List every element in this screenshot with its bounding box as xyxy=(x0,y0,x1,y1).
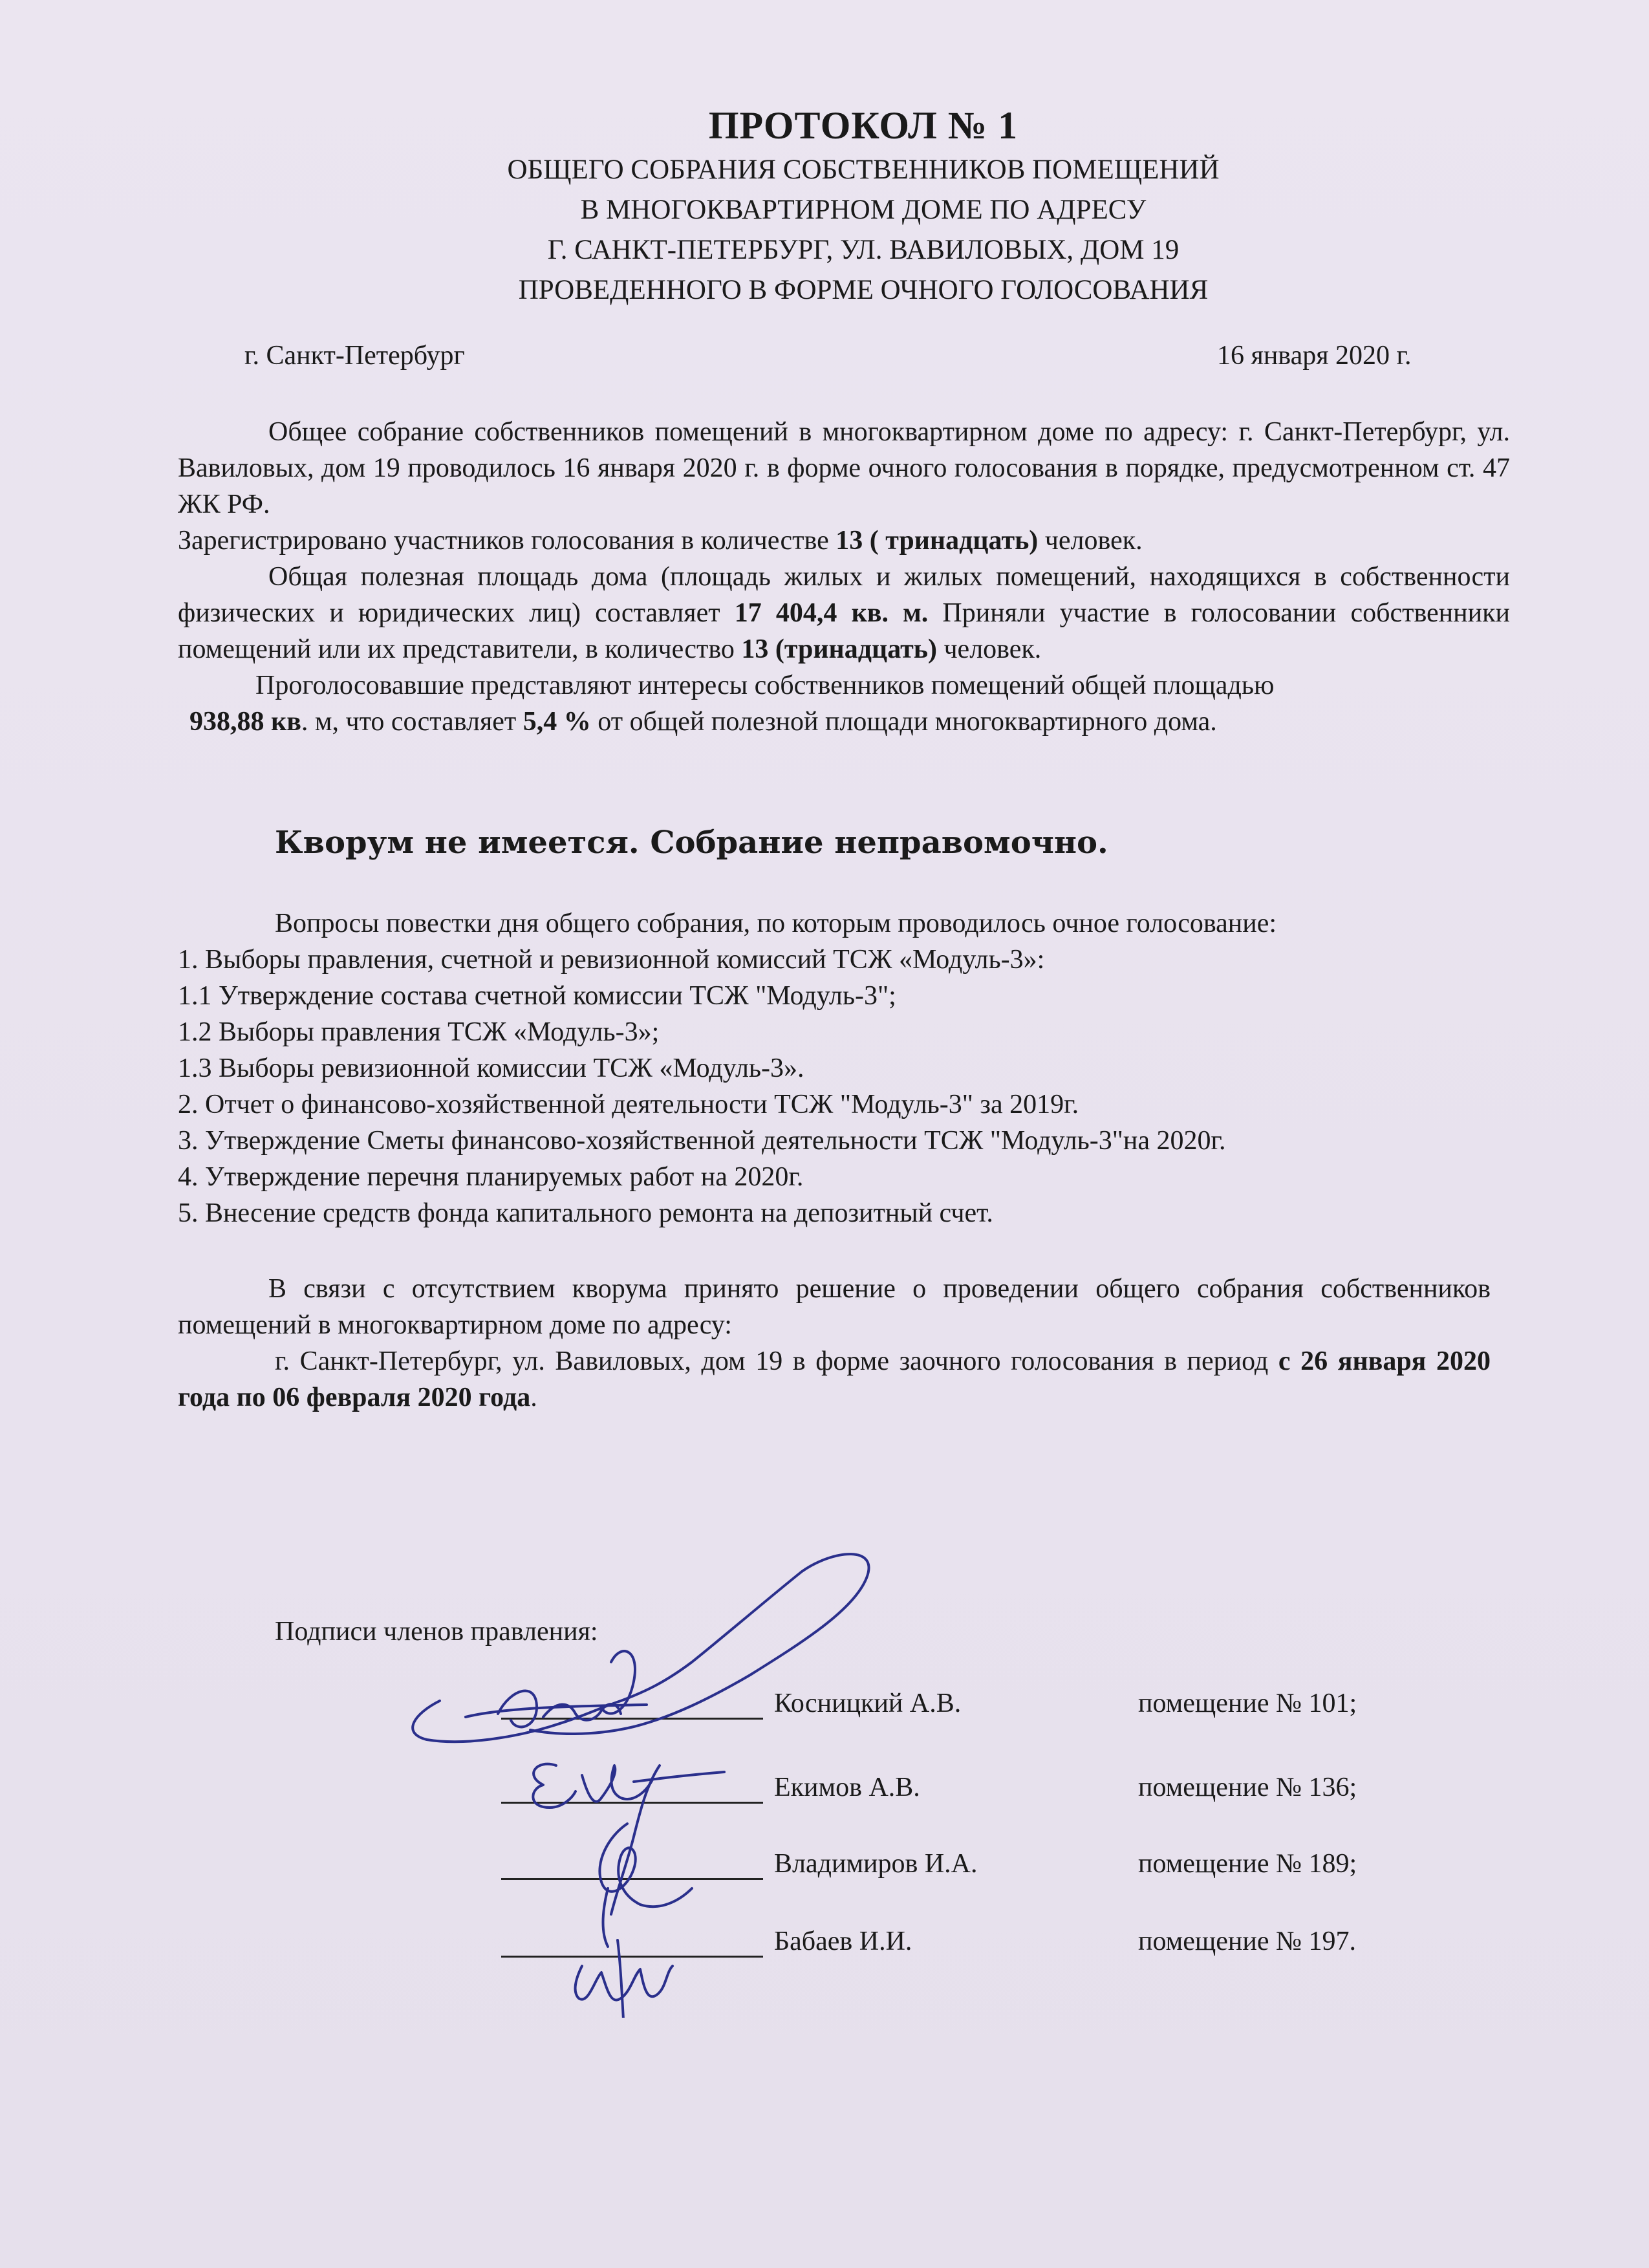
document-place: г. Санкт-Петербург xyxy=(244,341,465,371)
subtitle-line: ПРОВЕДЕННОГО В ФОРМЕ ОЧНОГО ГОЛОСОВАНИЯ xyxy=(518,275,1209,305)
area-count: 13 (тринадцать) xyxy=(741,634,937,664)
decision-paragraph: В связи с отсутствием кворума принято решение о проведении общего собрания собственников помещений в многоквартирном доме по адресу: xyxy=(178,1274,1491,1340)
voted-mid: . м, что составляет xyxy=(301,707,523,737)
signature-babaev xyxy=(576,1966,673,2000)
registered-count: 13 ( тринадцать) xyxy=(835,526,1039,556)
signatory-name: Бабаев И.И. xyxy=(774,1927,912,1956)
handwritten-signatures xyxy=(388,1552,970,2018)
area-mid: Приняли участие в голосовании собственники помещений или их представители, в количество xyxy=(178,598,1510,664)
decision-section xyxy=(178,1271,1491,1416)
signatory-name: Екимов А.В. xyxy=(774,1773,920,1802)
document-subtitle xyxy=(0,150,1649,310)
area-suffix: человек. xyxy=(936,634,1042,664)
signature-vladimirov xyxy=(599,1824,692,1906)
signatory-name: Косницкий А.В. xyxy=(774,1689,962,1718)
agenda-item: 1. Выборы правления, счетной и ревизионной комиссий ТСЖ «Модуль-3»: xyxy=(178,945,1045,975)
quorum-statement: Кворум не имеется. Собрание неправомочно. xyxy=(275,825,1108,861)
signatory-room: помещение № 101; xyxy=(1138,1689,1357,1718)
voted-paragraph xyxy=(178,667,1510,740)
agenda-section xyxy=(178,905,1536,1231)
voted-suffix: от общей полезной площади многоквартирного дома. xyxy=(590,707,1217,737)
agenda-item: 2. Отчет о финансово-хозяйственной деятельности ТСЖ "Модуль-3" за 2019г. xyxy=(178,1090,1079,1119)
decision-period-suffix: . xyxy=(530,1383,537,1412)
voted-line xyxy=(178,704,1510,740)
area-value: 17 404,4 кв. м. xyxy=(734,598,929,628)
signatory-name: Владимиров И.А. xyxy=(774,1849,978,1879)
decision-period: 26 января 2020 года по 06 февраля 2020 года xyxy=(178,1346,1491,1412)
agenda-item: 4. Утверждение перечня планируемых работ на 2020г. xyxy=(178,1162,804,1192)
voted-prefix: Проголосовавшие представляют интересы собственников помещений общей площадью xyxy=(255,671,1275,700)
agenda-item: 1.3 Выборы ревизионной комиссии ТСЖ «Модуль-3». xyxy=(178,1053,804,1083)
voted-area: 938,88 кв xyxy=(189,707,301,737)
decision-period-c: с xyxy=(1278,1346,1291,1376)
document-title: ПРОТОКОЛ № 1 xyxy=(708,104,1018,147)
subtitle-line: В МНОГОКВАРТИРНОМ ДОМЕ ПО АДРЕСУ xyxy=(580,195,1147,225)
decision-period-paragraph xyxy=(178,1343,1491,1416)
area-prefix: Общая полезная площадь дома (площадь жилых и жилых помещений, находящихся в собственности физических и юридических лиц) составляет xyxy=(178,562,1510,628)
intro-paragraph: Общее собрание собственников помещений в многоквартирном доме по адресу: г. Санкт-Петербург, ул. Вавиловых, дом 19 проводилось 16 января 2020 г. в форме очного голосования в порядке, предусмотренном ст. 47 ЖК РФ. xyxy=(178,417,1510,519)
registered-suffix: человек. xyxy=(1038,526,1143,556)
subtitle-line: Г. САНКТ-ПЕТЕРБУРГ, УЛ. ВАВИЛОВЫХ, ДОМ 19 xyxy=(547,235,1180,265)
voted-percent: 5,4 % xyxy=(523,707,591,737)
signatory-room: помещение № 136; xyxy=(1138,1773,1357,1802)
intro-section xyxy=(178,414,1510,740)
signatures-heading: Подписи членов правления: xyxy=(275,1617,598,1647)
document-date: 16 января 2020 г. xyxy=(1217,341,1412,371)
signatory-room: помещение № 197. xyxy=(1138,1927,1357,1956)
agenda-item: 3. Утверждение Сметы финансово-хозяйственной деятельности ТСЖ "Модуль-3"на 2020г. xyxy=(178,1126,1226,1156)
subtitle-line: ОБЩЕГО СОБРАНИЯ СОБСТВЕННИКОВ ПОМЕЩЕНИЙ xyxy=(507,155,1220,185)
agenda-item: 5. Внесение средств фонда капитального ремонта на депозитный счет. xyxy=(178,1198,993,1228)
registered-prefix: Зарегистрировано участников голосования в количестве xyxy=(178,526,836,556)
area-paragraph xyxy=(178,559,1510,667)
signatory-room: помещение № 189; xyxy=(1138,1849,1357,1879)
registered-paragraph xyxy=(178,523,1510,559)
agenda-item: 1.1 Утверждение состава счетной комиссии ТСЖ "Модуль-3"; xyxy=(178,981,896,1011)
agenda-item: 1.2 Выборы правления ТСЖ «Модуль-3»; xyxy=(178,1017,660,1047)
signature-ekimov xyxy=(533,1764,576,1808)
agenda-intro: Вопросы повестки дня общего собрания, по которым проводилось очное голосование: xyxy=(275,909,1277,938)
decision-period-prefix: г. Санкт-Петербург, ул. Вавиловых, дом 19 в форме заочного голосования в период xyxy=(275,1346,1278,1376)
